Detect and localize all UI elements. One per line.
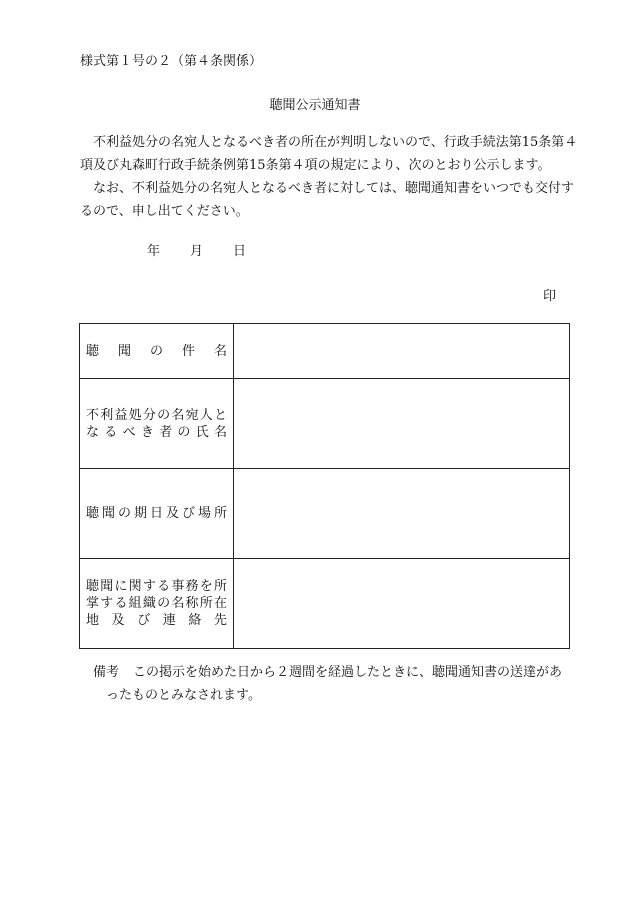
note	[93, 661, 562, 680]
row-label-recipient-name	[80, 379, 234, 469]
row-label-office-contact	[80, 559, 234, 649]
date-year-label: 年	[147, 244, 161, 259]
table-row	[80, 324, 570, 379]
label-line: 地及び連絡先	[86, 613, 227, 628]
date-line	[147, 240, 246, 259]
label-line: 聴聞の期日及び場所	[86, 506, 227, 521]
note-text-line-2: ったものとみなされます。	[106, 688, 261, 703]
seal-mark: 印	[543, 289, 557, 304]
note-text-line-1: この掲示を始めた日から２週間を経過したときに、聴聞通知書の送達があ	[133, 665, 563, 680]
table-row	[80, 559, 570, 649]
note-label: 備考	[93, 665, 120, 680]
body-paragraph-1: 不利益処分の名宛人となるべき者の所在が判明しないので、行政手続法第15条第４項及び丸森町行政手続条例第15条第４項の規定により、次のとおり公示します。	[80, 135, 578, 173]
hearing-subject-field[interactable]	[234, 324, 570, 379]
label-line: 聴聞の件名	[86, 343, 227, 359]
date-month-label: 月	[190, 244, 204, 259]
label-line: 掌する組織の名称所在	[86, 596, 227, 611]
office-contact-field[interactable]	[234, 559, 570, 649]
form-number: 様式第１号の２（第４条関係）	[80, 54, 263, 69]
body-paragraph-2: なお、不利益処分の名宛人となるべき者に対しては、聴聞通知書をいつでも交付するので、申し出てください。	[80, 181, 575, 219]
label-line: なるべき者の氏名	[86, 424, 227, 440]
recipient-name-field[interactable]	[234, 379, 570, 469]
label-line: 聴聞に関する事務を所	[86, 579, 227, 594]
row-label-hearing-subject	[80, 324, 234, 379]
document-title: 聴聞公示通知書	[269, 98, 361, 113]
table-row	[80, 469, 570, 559]
row-label-hearing-date-place	[80, 469, 234, 559]
hearing-date-place-field[interactable]	[234, 469, 570, 559]
table-row	[80, 379, 570, 469]
hearing-info-table	[79, 323, 570, 649]
label-line: 不利益処分の名宛人と	[86, 407, 227, 423]
date-day-label: 日	[233, 244, 247, 259]
